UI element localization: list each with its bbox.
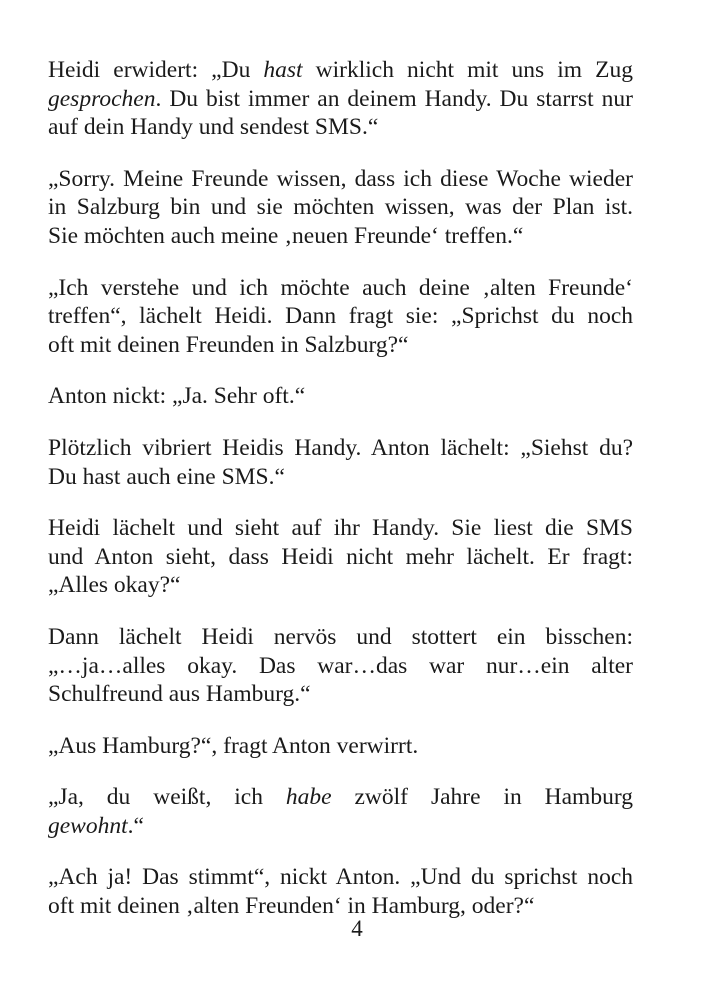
text-segment: „Alles okay?“ bbox=[48, 572, 181, 599]
text-segment: Anton nickt: „Ja. Sehr oft.“ bbox=[48, 383, 306, 410]
text-line bbox=[48, 434, 633, 463]
paragraph bbox=[48, 514, 633, 600]
text-line bbox=[48, 382, 633, 411]
text-line bbox=[48, 302, 633, 331]
text-segment: Dann lächelt Heidi nervös und stottert ein bisschen: bbox=[48, 623, 633, 650]
text-line bbox=[48, 783, 633, 812]
text-line bbox=[48, 85, 633, 114]
italic-text: gewohnt bbox=[48, 812, 128, 839]
text-line bbox=[48, 652, 633, 681]
text-line bbox=[48, 113, 633, 142]
text-line bbox=[48, 274, 633, 303]
paragraph bbox=[48, 783, 633, 840]
paragraph bbox=[48, 434, 633, 491]
text-line bbox=[48, 514, 633, 543]
italic-text: gesprochen bbox=[48, 85, 156, 112]
paragraph bbox=[48, 623, 633, 709]
text-segment: Schulfreund aus Hamburg.“ bbox=[48, 681, 311, 708]
paragraph bbox=[48, 274, 633, 360]
page-number: 4 bbox=[351, 916, 363, 941]
text-segment: „Ach ja! Das stimmt“, nickt Anton. „Und du sprichst noch bbox=[48, 864, 633, 891]
text-line bbox=[48, 331, 633, 360]
text-line bbox=[48, 863, 633, 892]
text-line bbox=[48, 222, 633, 251]
text-segment: . Du bist immer an deinem Handy. Du starrst nur bbox=[155, 85, 633, 112]
text-segment: „Sorry. Meine Freunde wissen, dass ich diese Woche wieder bbox=[48, 165, 633, 192]
book-page-text bbox=[48, 56, 633, 944]
text-segment: „Ja, du weißt, ich bbox=[48, 784, 286, 811]
text-line bbox=[48, 680, 633, 709]
text-line bbox=[48, 543, 633, 572]
text-line bbox=[48, 463, 633, 492]
text-segment: oft mit deinen ‚alten Freunden‘ in Hamburg, oder?“ bbox=[48, 893, 535, 920]
text-segment: wirklich nicht mit uns im Zug bbox=[302, 57, 633, 83]
paragraph bbox=[48, 382, 633, 411]
italic-text: habe bbox=[285, 784, 332, 811]
text-segment: Heidi lächelt und sieht auf ihr Handy. Sie liest die SMS bbox=[48, 515, 633, 542]
text-segment: zwölf Jahre in Hamburg bbox=[331, 784, 633, 811]
italic-text: hast bbox=[263, 57, 303, 83]
text-line bbox=[48, 56, 633, 85]
text-segment: „…ja…alles okay. Das war…das war nur…ein alter bbox=[48, 652, 633, 679]
text-line bbox=[48, 732, 633, 761]
text-segment: „Aus Hamburg?“, fragt Anton verwirrt. bbox=[48, 732, 419, 759]
text-line bbox=[48, 571, 633, 600]
text-line bbox=[48, 193, 633, 222]
paragraph bbox=[48, 56, 633, 142]
text-segment: und Anton sieht, dass Heidi nicht mehr lächelt. Er fragt: bbox=[48, 543, 633, 570]
text-segment: .“ bbox=[127, 812, 144, 839]
text-segment: treffen“, lächelt Heidi. Dann fragt sie: „Sprichst du noch bbox=[48, 303, 633, 330]
text-segment: Plötzlich vibriert Heidis Handy. Anton lächelt: „Siehst du? bbox=[48, 434, 633, 461]
text-segment: Sie möchten auch meine ‚neuen Freunde‘ treffen.“ bbox=[48, 222, 524, 249]
text-line bbox=[48, 165, 633, 194]
text-line bbox=[48, 812, 633, 841]
paragraph bbox=[48, 165, 633, 251]
text-segment: „Ich verstehe und ich möchte auch deine ‚alten Freunde‘ bbox=[48, 274, 633, 301]
text-segment: auf dein Handy und sendest SMS.“ bbox=[48, 114, 379, 141]
paragraph bbox=[48, 863, 633, 920]
text-segment: Du hast auch eine SMS.“ bbox=[48, 463, 285, 490]
text-segment: in Salzburg bin und sie möchten wissen, was der Plan ist. bbox=[48, 194, 633, 221]
text-segment: Heidi erwidert: „Du bbox=[48, 57, 264, 83]
text-segment: oft mit deinen Freunden in Salzburg?“ bbox=[48, 331, 409, 358]
paragraph bbox=[48, 732, 633, 761]
text-line bbox=[48, 623, 633, 652]
